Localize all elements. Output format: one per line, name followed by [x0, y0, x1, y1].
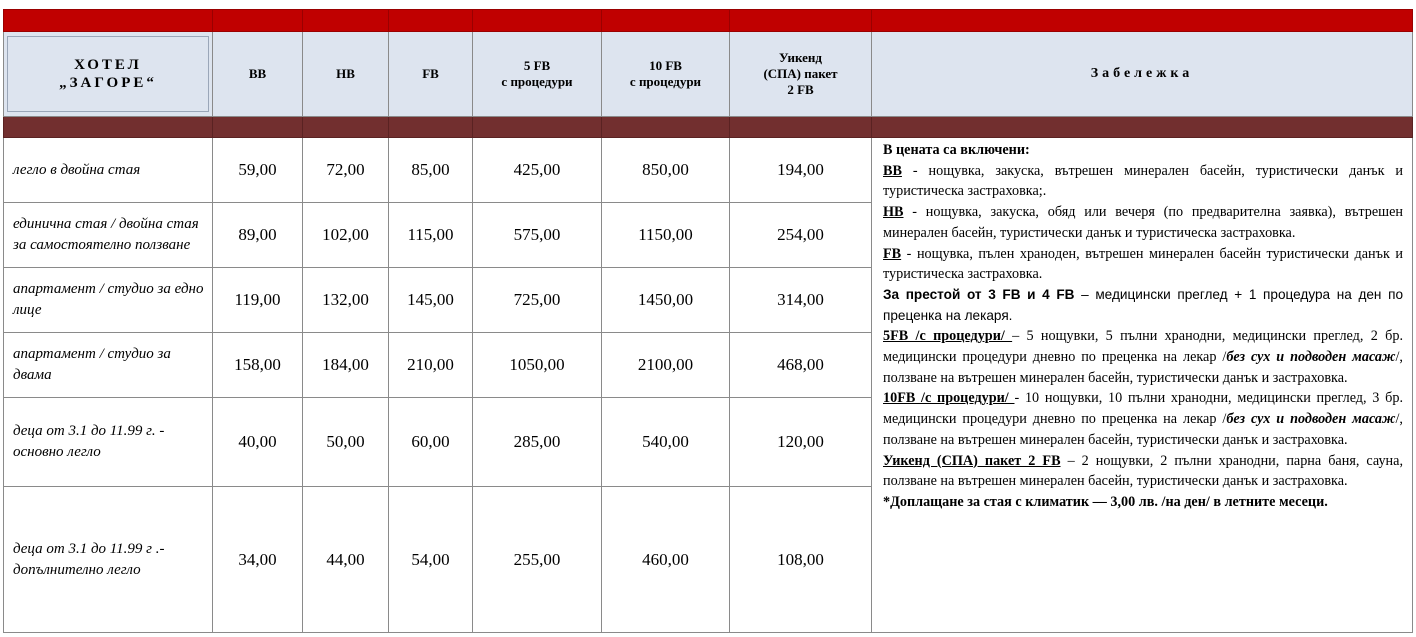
notes-bb-text: - нощувка, закуска, вътрешен минерален басейн, туристически данък и туристическа застраховка;. [883, 162, 1403, 200]
price-10fb: 1150,00 [602, 203, 730, 268]
notes-hb-text: - нощувка, закуска, обяд или вечеря (по предварителна заявка), вътрешен минерален басейн, туристически данък и туристическа застраховка. [883, 204, 1403, 241]
price-fb: 145,00 [389, 268, 473, 333]
header-5fb [473, 32, 602, 117]
notes-stay [883, 285, 1403, 326]
hotel-name: „ЗАГОРЕ“ [59, 75, 157, 91]
notes-10fb-text-b: /, ползване на вътрешен минерален басейн, туристически данък и застраховка. [883, 411, 1403, 448]
notes-weekend-label: Уикенд (СПА) пакет 2 FB [883, 452, 1061, 469]
hotel-label: ХОТЕЛ [74, 57, 142, 73]
price-10fb: 460,00 [602, 487, 730, 633]
price-bb: 158,00 [213, 333, 303, 398]
notes-10fb-text-bi: без сух и подводен масаж [1226, 411, 1396, 428]
price-hb: 184,00 [303, 333, 389, 398]
price-hb: 132,00 [303, 268, 389, 333]
notes-5fb-text-b: /, ползване на вътрешен минерален басейн, туристически данък и застраховка. [883, 349, 1403, 386]
price-10fb: 2100,00 [602, 333, 730, 398]
notes-fb-text: - нощувка, пълен хранoден, вътрешен минерален басейн туристически данък и туристическа застраховка. [883, 245, 1403, 283]
price-bb: 89,00 [213, 203, 303, 268]
row-label: деца от 3.1 до 11.99 г. - основно легло [4, 398, 213, 487]
price-table-container [3, 9, 1412, 633]
notes-fb [883, 244, 1403, 285]
notes-10fb-text-a: - 10 нощувки, 10 пълни хранодни, медицински преглед, 3 бр. медицински процедури дневно по преценка на лекар / [883, 390, 1403, 428]
notes-cell [872, 138, 1413, 633]
price-bb: 59,00 [213, 138, 303, 203]
header-10fb-line1: 10 FB [649, 58, 682, 73]
header-hb: HB [303, 32, 389, 117]
price-weekend: 314,00 [730, 268, 872, 333]
price-10fb: 1450,00 [602, 268, 730, 333]
notes-surcharge: *Доплащане за стая с климатик — 3,00 лв. /на ден/ в летните месеци. [883, 493, 1328, 510]
header-weekend-line2: (СПА) пакет [763, 66, 838, 81]
price-fb: 115,00 [389, 203, 473, 268]
notes-hb [883, 202, 1403, 243]
row-label: легло в двойна стая [4, 138, 213, 203]
price-5fb: 255,00 [473, 487, 602, 633]
notes-bb-label: BB [883, 162, 902, 179]
header-5fb-line1: 5 FB [523, 58, 551, 73]
notes-stay-label: За престой от 3 FB и 4 FB [883, 286, 1075, 302]
notes-stay-text: – медицински преглед + 1 процедура на ден по преценка на лекаря. [883, 286, 1404, 323]
header-5fb-line2: с процедури [501, 74, 573, 89]
header-hotel [4, 32, 213, 117]
notes-weekend-text: – 2 нощувки, 2 пълни хранодни, парна баня, сауна, ползване на вътрешен минерален басейн, туристически данък и застраховка. [883, 452, 1403, 490]
header-weekend-line1: Уикенд [779, 50, 822, 65]
price-hb: 44,00 [303, 487, 389, 633]
price-5fb: 1050,00 [473, 333, 602, 398]
price-fb: 85,00 [389, 138, 473, 203]
price-bb: 34,00 [213, 487, 303, 633]
notes-10fb-label: 10FB /с процедури/ [883, 390, 1015, 407]
price-fb: 54,00 [389, 487, 473, 633]
notes-hb-label: HB [883, 204, 904, 221]
notes-fb-label: FB [883, 245, 902, 262]
price-weekend: 254,00 [730, 203, 872, 268]
header-note: Забележка [872, 32, 1413, 117]
price-table [3, 9, 1413, 633]
header-fb: FB [389, 32, 473, 117]
price-10fb: 540,00 [602, 398, 730, 487]
price-bb: 119,00 [213, 268, 303, 333]
top-red-bar [4, 10, 1413, 32]
price-weekend: 468,00 [730, 333, 872, 398]
header-10fb-line2: с процедури [629, 74, 702, 89]
notes-5fb-text-bi: без сух и подводен масаж [1226, 349, 1396, 366]
row-label: деца от 3.1 до 11.99 г .- допълнително легло [4, 487, 213, 633]
price-hb: 72,00 [303, 138, 389, 203]
price-5fb: 425,00 [473, 138, 602, 203]
header-bb: BB [213, 32, 303, 117]
header-weekend-line3: 2 FB [787, 82, 814, 97]
price-10fb: 850,00 [602, 138, 730, 203]
price-weekend: 108,00 [730, 487, 872, 633]
row-label: единична стая / двойна стая за самостоятелно ползване [4, 203, 213, 268]
row-label: апартамент / студио за едно лице [4, 268, 213, 333]
row-label: апартамент / студио за двама [4, 333, 213, 398]
price-5fb: 575,00 [473, 203, 602, 268]
divider-bar [4, 117, 1413, 138]
notes-intro: В цената са включени: [883, 142, 1030, 158]
price-hb: 50,00 [303, 398, 389, 487]
price-fb: 60,00 [389, 398, 473, 487]
price-fb: 210,00 [389, 333, 473, 398]
notes-5fb-label: 5FB /с процедури/ [883, 328, 1013, 345]
notes-bb [883, 161, 1403, 202]
price-hb: 102,00 [303, 203, 389, 268]
header-weekend [730, 32, 872, 117]
notes-10fb [883, 388, 1403, 450]
header-10fb [602, 32, 730, 117]
price-5fb: 725,00 [473, 268, 602, 333]
notes-weekend [883, 451, 1403, 492]
price-bb: 40,00 [213, 398, 303, 487]
price-weekend: 194,00 [730, 138, 872, 203]
header-row [4, 32, 1413, 117]
price-5fb: 285,00 [473, 398, 602, 487]
notes-5fb-text-a: – 5 нощувки, 5 пълни хранодни, медицински преглед, 2 бр. медицински процедури дневно по преценка на лекар / [883, 328, 1403, 366]
price-weekend: 120,00 [730, 398, 872, 487]
table-row [4, 138, 1413, 203]
notes-5fb [883, 326, 1403, 388]
